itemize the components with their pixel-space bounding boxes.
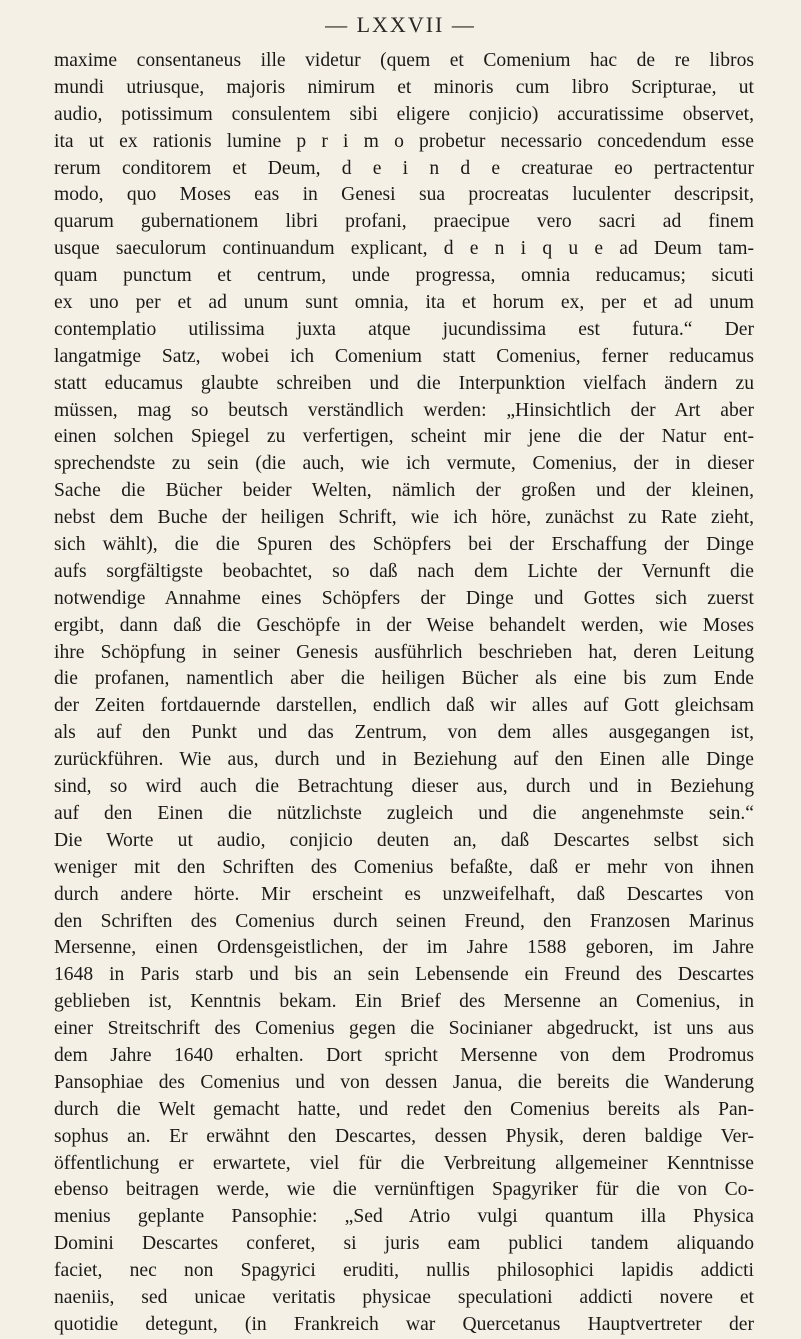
text-line: sophus an. Er erwähnt den Descartes, dessen Physik, deren baldige Ver- <box>54 1125 754 1147</box>
text-line: den Schriften des Comenius durch seinen Freund, den Franzosen Marinus <box>54 910 754 932</box>
text-line: durch die Welt gemacht hatte, und redet den Comenius bereits als Pan- <box>54 1098 754 1120</box>
text-line: zurückführen. Wie aus, durch und in Beziehung auf den Einen alle Dinge <box>54 749 754 771</box>
text-line: menius geplante Pansophie: „Sed Atrio vulgi quantum illa Physica <box>54 1206 754 1228</box>
text-line: langatmige Satz, wobei ich Comenium statt Comenius, ferner reducamus <box>54 345 754 367</box>
text-line: Pansophiae des Comenius und von dessen Janua, die bereits die Wanderung <box>54 1071 754 1093</box>
text-line: öffentlichung er erwartete, viel für die Verbreitung allgemeiner Kenntnisse <box>54 1152 754 1174</box>
text-line: aufs sorgfältigste beobachtet, so daß nach dem Lichte der Vernunft die <box>54 560 754 582</box>
text-line: usque saeculorum continuandum explicant, d e n i q u e ad Deum tam- <box>54 238 754 260</box>
text-line: modo, quo Moses eas in Genesi sua procreatas luculenter descripsit, <box>54 184 754 206</box>
text-line: ergibt, dann daß die Geschöpfe in der Weise behandelt werden, wie Moses <box>54 614 754 636</box>
text-line: nebst dem Buche der heiligen Schrift, wie ich höre, zunächst zu Rate zieht, <box>54 507 754 529</box>
text-line: sind, so wird auch die Betrachtung dieser aus, durch und in Beziehung <box>54 776 754 798</box>
text-line: rerum conditorem et Deum, d e i n d e creaturae eo pertractentur <box>54 157 754 179</box>
text-line: audio, potissimum consulentem sibi eligere conjicio) accuratissime observet, <box>54 103 754 125</box>
text-line: ebenso beitragen werde, wie die vernünftigen Spagyriker für die von Co- <box>54 1179 754 1201</box>
text-line: durch andere hörte. Mir erscheint es unzweifelhaft, daß Descartes von <box>54 883 754 905</box>
text-line: einer Streitschrift des Comenius gegen die Socinianer abgedruckt, ist uns aus <box>54 1018 754 1040</box>
text-line: sich wählt), die die Spuren des Schöpfers bei der Erschaffung der Dinge <box>54 534 754 556</box>
text-line: 1648 in Paris starb und bis an sein Lebensende ein Freund des Descartes <box>54 964 754 986</box>
text-line: quotidie detegunt, (in Frankreich war Quercetanus Hauptvertreter der <box>54 1313 754 1335</box>
text-line: naeniis, sed unicae veritatis physicae speculationi addicti novere et <box>54 1286 754 1308</box>
text-line: faciet, nec non Spagyrici eruditi, nullis philosophici lapidis addicti <box>54 1260 754 1282</box>
text-line: quarum gubernationem libri profani, praecipue vero sacri ad finem <box>54 211 754 233</box>
text-line: ita ut ex rationis lumine p r i m o probetur necessario concedendum esse <box>54 130 754 152</box>
text-line: Sache die Bücher beider Welten, nämlich der großen und der kleinen, <box>54 480 754 502</box>
text-line: quam punctum et centrum, unde progressa, omnia reducamus; sicuti <box>54 265 754 287</box>
text-line: müssen, mag so beutsch verständlich werden: „Hinsichtlich der Art aber <box>54 399 754 421</box>
text-line: maxime consentaneus ille videtur (quem et Comenium hac de re libros <box>54 50 754 71</box>
text-line: statt educamus glaubte schreiben und die Interpunktion vielfach ändern zu <box>54 372 754 394</box>
text-line: weniger mit den Schriften des Comenius befaßte, daß er mehr von ihnen <box>54 856 754 878</box>
text-line: ex uno per et ad unum sunt omnia, ita et horum ex, per et ad unum <box>54 292 754 314</box>
text-line: mundi utriusque, majoris nimirum et minoris cum libro Scripturae, ut <box>54 76 754 98</box>
text-line: notwendige Annahme eines Schöpfers der Dinge und Gottes sich zuerst <box>54 587 754 609</box>
text-line: der Zeiten fortdauernde darstellen, endlich daß wir alles auf Gott gleichsam <box>54 695 754 717</box>
body-text <box>54 48 754 1339</box>
text-line: dem Jahre 1640 erhalten. Dort spricht Mersenne von dem Prodromus <box>54 1044 754 1066</box>
text-line: Mersenne, einen Ordensgeistlichen, der im Jahre 1588 geboren, im Jahre <box>54 937 754 959</box>
text-line: als auf den Punkt und das Zentrum, von dem alles ausgegangen ist, <box>54 722 754 744</box>
text-line: contemplatio utilissima juxta atque jucundissima est futura.“ Der <box>54 318 754 340</box>
text-line: einen solchen Spiegel zu verfertigen, scheint mir jene die der Natur ent- <box>54 426 754 448</box>
text-line: die profanen, namentlich aber die heiligen Bücher als eine bis zum Ende <box>54 668 754 690</box>
text-line: auf den Einen die nützlichste zugleich und die angenehmste sein.“ <box>54 802 754 824</box>
running-head-page-number: — LXXVII — <box>325 12 476 37</box>
text-line: geblieben ist, Kenntnis bekam. Ein Brief des Mersenne an Comenius, in <box>54 991 754 1013</box>
text-line: Domini Descartes conferet, si juris eam publici tandem aliquando <box>54 1233 754 1255</box>
text-line: sprechendste zu sein (die auch, wie ich vermute, Comenius, der in dieser <box>54 453 754 475</box>
text-line: ihre Schöpfung in seiner Genesis ausführlich beschrieben hat, deren Leitung <box>54 641 754 663</box>
text-line: Die Worte ut audio, conjicio deuten an, daß Descartes selbst sich <box>54 829 754 851</box>
